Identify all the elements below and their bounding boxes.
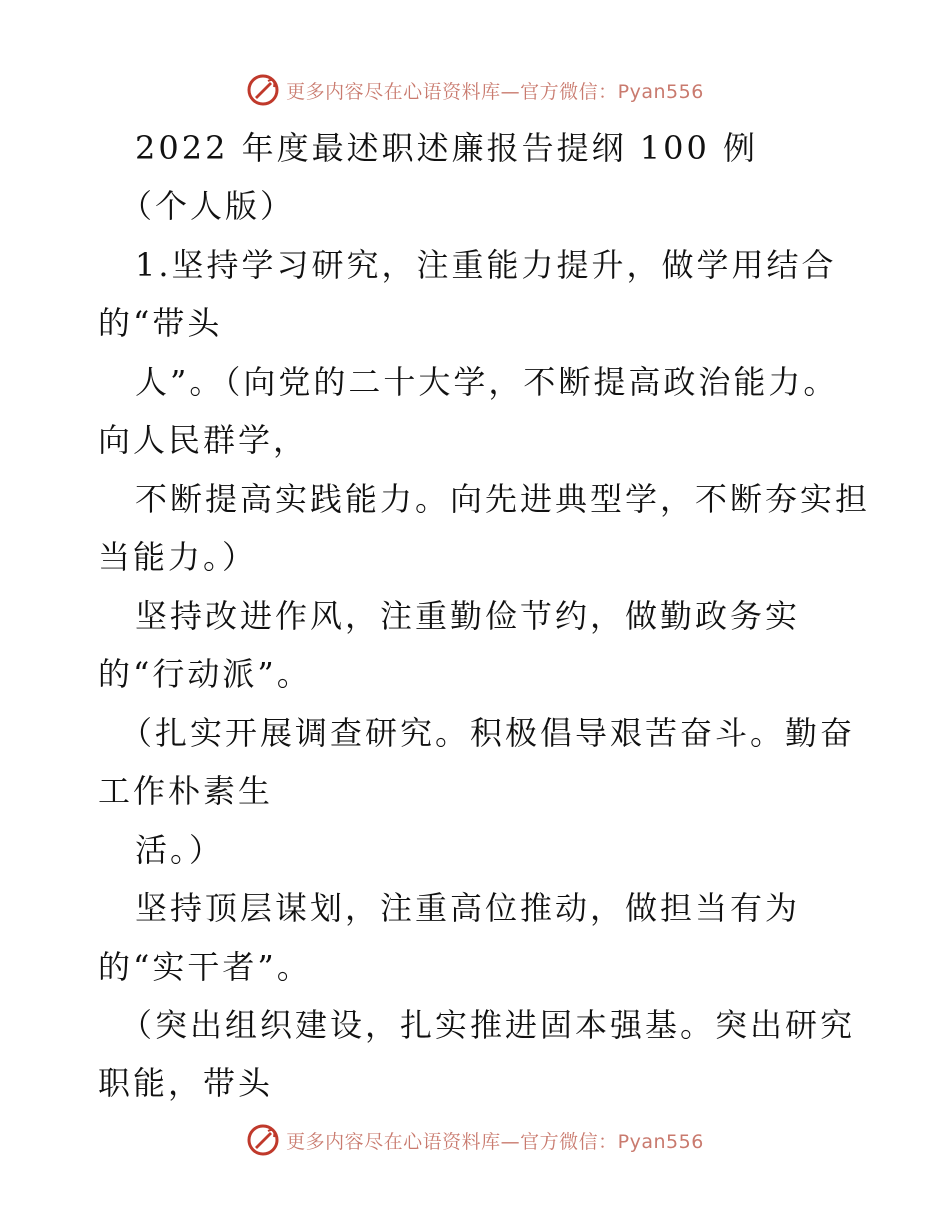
document-subtitle: （个人版）	[120, 187, 296, 225]
watermark-footer	[0, 1120, 950, 1160]
paragraph-line: 的“实干者”。	[98, 948, 312, 986]
paragraph-line: 坚持顶层谋划，注重高位推动，做担当有为	[135, 889, 801, 927]
watermark-text: 更多内容尽在心语资料库—官方微信：Pyan556	[286, 1130, 704, 1153]
paragraph-line: 工作朴素生	[98, 772, 274, 810]
paragraph-line: （突出组织建设，扎实推进固本强基。突出研究	[120, 1006, 856, 1044]
paragraph-line: 向人民群学，	[98, 421, 309, 459]
paragraph-line: 人”。（向党的二十大学，不断提高政治能力。	[135, 363, 839, 401]
watermark-text: 更多内容尽在心语资料库—官方微信：Pyan556	[286, 80, 704, 103]
paragraph-line: 的“行动派”。	[98, 655, 312, 693]
paragraph-line: 不断提高实践能力。向先进典型学，不断夯实担	[135, 480, 871, 518]
paragraph-line: 的“带头	[98, 304, 223, 342]
watermark-header	[0, 70, 950, 110]
paragraph-line: 职能，带头	[98, 1064, 274, 1102]
quill-logo-icon	[246, 1123, 280, 1157]
paragraph-line: 坚持改进作风，注重勤俭节约，做勤政务实	[135, 597, 801, 635]
document-title: 2022 年度最述职述廉报告提纲 100 例	[135, 129, 759, 167]
paragraph-line: 活。）	[135, 831, 225, 869]
paragraph-line: （扎实开展调查研究。积极倡导艰苦奋斗。勤奋	[120, 714, 856, 752]
paragraph-line: 当能力。）	[98, 538, 258, 576]
paragraph-line: 1.坚持学习研究，注重能力提升，做学用结合	[135, 246, 837, 284]
quill-logo-icon	[246, 73, 280, 107]
